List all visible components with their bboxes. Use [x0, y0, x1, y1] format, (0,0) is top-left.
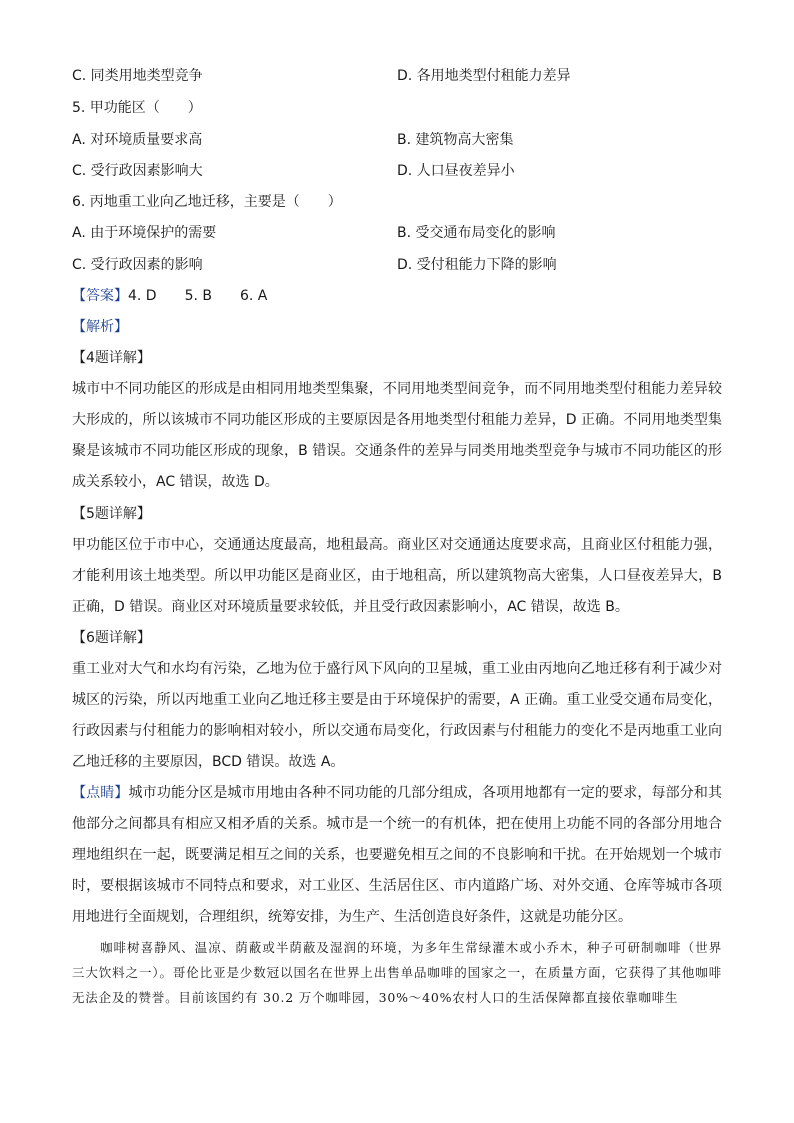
detail5-label: 【5题详解】: [72, 506, 151, 522]
comment-block: [72, 778, 722, 933]
q6-stem: 6. 丙地重工业向乙地迁移，主要是（ ）: [72, 194, 342, 210]
q6-option-b: B. 受交通布局变化的影响: [397, 225, 556, 241]
q5-stem: 5. 甲功能区（ ）: [72, 100, 202, 116]
detail6-label: 【6题详解】: [72, 630, 151, 646]
q5-option-b: B. 建筑物高大密集: [397, 132, 514, 148]
detail6-text: 重工业对大气和水均有污染，乙地为位于盛行风下风向的卫星城，重工业由丙地向乙地迁移有利于减少对城区的污染，所以丙地重工业向乙地迁移主要是由于环境保护的需要，A 正确。重工业受交通布局变化，行政因素与付租能力的影响相对较小，所以交通布局变化，行政因素与付租能力的变化不是丙地重工业向乙地迁移的主要原因，BCD 错误。故选 A。: [72, 661, 722, 770]
q4-option-c: C. 同类用地类型竞争: [72, 68, 203, 84]
answer-text: 4. D 5. B 6. A: [128, 288, 268, 304]
q6-option-d: D. 受付租能力下降的影响: [397, 257, 557, 273]
analysis-label: 【解析】: [72, 319, 128, 335]
q4-option-d: D. 各用地类型付租能力差异: [397, 68, 571, 84]
q5-option-d: D. 人口昼夜差异小: [397, 163, 515, 179]
detail4-label: 【4题详解】: [72, 350, 151, 366]
detail4-text: 城市中不同功能区的形成是由相同用地类型集聚，不同用地类型间竞争，而不同用地类型付租能力差异较大形成的，所以该城市不同功能区形成的主要原因是各用地类型付租能力差异，D 正确。不同用地类型集聚是该城市不同功能区形成的现象，B 错误。交通条件的差异与同类用地类型竞争与城市不同功能区的形成关系较小，AC 错误，故选 D。: [72, 381, 722, 490]
detail5-text: 甲功能区位于市中心，交通通达度最高，地租最高。商业区对交通通达度要求高，且商业区付租能力强，才能利用该土地类型。所以甲功能区是商业区，由于地租高，所以建筑物高大密集，人口昼夜差异大，B 正确，D 错误。商业区对环境质量要求较低，并且受行政因素影响小，AC 错误，故选 B。: [72, 537, 722, 615]
answer-label: 【答案】: [72, 288, 128, 304]
q5-option-a: A. 对环境质量要求高: [72, 132, 203, 148]
material-passage: 咖啡树喜静风、温凉、荫蔽或半荫蔽及湿润的环境，为多年生常绿灌木或小乔木，种子可研制咖啡（世界三大饮料之一）。哥伦比亚是少数冠以国名在世界上出售单品咖啡的国家之一，在质量方面，它获得了其他咖啡无法企及的赞誉。目前该国约有 30.2 万个咖啡园，30%～40%农村人口的生活保障都直接依靠咖啡生: [72, 940, 722, 1005]
q6-option-a: A. 由于环境保护的需要: [72, 225, 217, 241]
q5-option-c: C. 受行政因素影响大: [72, 163, 203, 179]
comment-text: 城市功能分区是城市用地由各种不同功能的几部分组成，各项用地都有一定的要求，每部分和其他部分之间都具有相应又相矛盾的关系。城市是一个统一的有机体，把在使用上功能不同的各部分用地合理地组织在一起，既要满足相互之间的关系，也要避免相互之间的不良影响和干扰。在开始规划一个城市时，要根据该城市不同特点和要求，对工业区、生活居住区、市内道路广场、对外交通、仓库等城市各项用地进行全面规划，合理组织，统筹安排，为生产、生活创造良好条件，这就是功能分区。: [72, 785, 723, 925]
comment-label: 【点睛】: [72, 785, 129, 801]
q6-option-c: C. 受行政因素的影响: [72, 257, 203, 273]
answer-line: [72, 287, 267, 305]
